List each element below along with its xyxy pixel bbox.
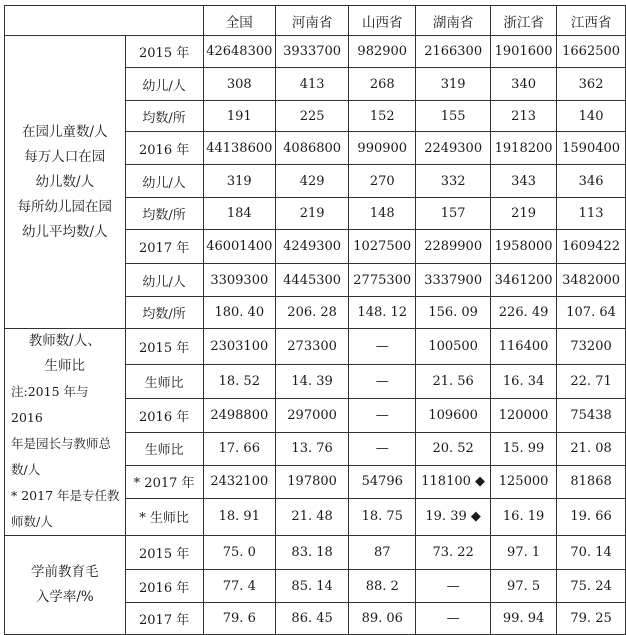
row-label-cell: 2016 年 <box>125 132 203 165</box>
value-cell: 107. 64 <box>557 297 626 329</box>
value-cell: 429 <box>275 165 348 198</box>
column-header: 湖南省 <box>416 6 491 36</box>
value-cell: 18. 75 <box>349 498 416 535</box>
value-cell: 308 <box>203 68 275 101</box>
row-label-cell: 2016 年 <box>125 570 203 603</box>
table-row <box>5 36 626 68</box>
row-label-cell: 2015 年 <box>125 329 203 365</box>
value-cell: 1901600 <box>491 36 557 68</box>
value-cell: 157 <box>416 198 491 230</box>
value-cell: 3337900 <box>416 264 491 297</box>
value-cell: 990900 <box>349 132 416 165</box>
row-label-cell: * 生师比 <box>125 498 203 535</box>
value-cell: 148. 12 <box>349 297 416 329</box>
value-cell: 83. 18 <box>275 536 348 570</box>
row-label-cell: 2016 年 <box>125 399 203 433</box>
value-cell: 42648300 <box>203 36 275 68</box>
value-cell: 21. 48 <box>275 498 348 535</box>
value-cell: 14. 39 <box>275 365 348 399</box>
group-note-line: 年是园长与教师总 <box>11 436 112 451</box>
table-row <box>5 329 626 365</box>
value-cell: 97. 5 <box>491 570 557 603</box>
value-cell: 88. 2 <box>349 570 416 603</box>
group-label-line: 教师数/人、 <box>28 333 101 349</box>
value-cell: 3482000 <box>557 264 626 297</box>
value-cell: 18. 91 <box>203 498 275 535</box>
value-cell: 116400 <box>491 329 557 365</box>
value-cell: 77. 4 <box>203 570 275 603</box>
group-label-cell <box>5 36 126 329</box>
group-label-line: 在园儿童数/人 <box>22 123 108 140</box>
row-label-cell: 幼儿/人 <box>125 165 203 198</box>
value-cell: 81868 <box>557 465 626 498</box>
column-header: 山西省 <box>349 6 416 36</box>
value-cell: 2775300 <box>349 264 416 297</box>
group-label-line: 每万人口在园 <box>24 148 106 165</box>
value-cell: 19. 39 ◆ <box>416 498 491 535</box>
value-cell: — <box>416 603 491 635</box>
value-cell: — <box>349 329 416 365</box>
value-cell: 54796 <box>349 465 416 498</box>
value-cell: 319 <box>416 68 491 101</box>
group-label-line: 生师比 <box>44 358 86 374</box>
value-cell: 75438 <box>557 399 626 433</box>
value-cell: 2166300 <box>416 36 491 68</box>
value-cell: 156. 09 <box>416 297 491 329</box>
value-cell: 140 <box>557 101 626 132</box>
value-cell: 180. 40 <box>203 297 275 329</box>
header-corner-cell <box>5 6 204 36</box>
group-label-line: 幼儿平均数/人 <box>22 223 108 240</box>
value-cell: 3933700 <box>275 36 348 68</box>
value-cell: 79. 6 <box>203 603 275 635</box>
value-cell: 219 <box>491 198 557 230</box>
value-cell: 17. 66 <box>203 433 275 466</box>
row-label-cell: 2015 年 <box>125 36 203 68</box>
value-cell: 219 <box>275 198 348 230</box>
value-cell: 89. 06 <box>349 603 416 635</box>
value-cell: — <box>416 570 491 603</box>
value-cell: 225 <box>275 101 348 132</box>
value-cell: 184 <box>203 198 275 230</box>
value-cell: 13. 76 <box>275 433 348 466</box>
value-cell: 22. 71 <box>557 365 626 399</box>
value-cell: 152 <box>349 101 416 132</box>
value-cell: 2498800 <box>203 399 275 433</box>
value-cell: 1958000 <box>491 230 557 264</box>
value-cell: 197800 <box>275 465 348 498</box>
value-cell: — <box>349 399 416 433</box>
group-label-line: 入学率/% <box>35 589 94 605</box>
value-cell: 155 <box>416 101 491 132</box>
group-label-cell <box>5 536 126 635</box>
value-cell: 413 <box>275 68 348 101</box>
value-cell: 273300 <box>275 329 348 365</box>
row-label-cell: 均数/所 <box>125 198 203 230</box>
value-cell: 21. 56 <box>416 365 491 399</box>
value-cell: 120000 <box>491 399 557 433</box>
value-cell: 982900 <box>349 36 416 68</box>
value-cell: 18. 52 <box>203 365 275 399</box>
value-cell: 19. 66 <box>557 498 626 535</box>
value-cell: 75. 24 <box>557 570 626 603</box>
value-cell: 1662500 <box>557 36 626 68</box>
statistics-table <box>4 5 626 635</box>
value-cell: 4445300 <box>275 264 348 297</box>
value-cell: 113 <box>557 198 626 230</box>
value-cell: 1590400 <box>557 132 626 165</box>
value-cell: 4249300 <box>275 230 348 264</box>
value-cell: 16. 34 <box>491 365 557 399</box>
value-cell: 1918200 <box>491 132 557 165</box>
column-header: 河南省 <box>275 6 348 36</box>
value-cell: 3461200 <box>491 264 557 297</box>
value-cell: 362 <box>557 68 626 101</box>
group-label-line: 幼儿数/人 <box>35 173 95 190</box>
value-cell: 75. 0 <box>203 536 275 570</box>
value-cell: 346 <box>557 165 626 198</box>
value-cell: 148 <box>349 198 416 230</box>
column-header: 江西省 <box>557 6 626 36</box>
value-cell: 21. 08 <box>557 433 626 466</box>
value-cell: 2432100 <box>203 465 275 498</box>
value-cell: 2289900 <box>416 230 491 264</box>
value-cell: 118100 ◆ <box>416 465 491 498</box>
value-cell: 86. 45 <box>275 603 348 635</box>
value-cell: 2249300 <box>416 132 491 165</box>
value-cell: 213 <box>491 101 557 132</box>
row-label-cell: * 2017 年 <box>125 465 203 498</box>
value-cell: 73200 <box>557 329 626 365</box>
value-cell: 191 <box>203 101 275 132</box>
value-cell: 332 <box>416 165 491 198</box>
group-note-line: 数/人 <box>11 462 41 477</box>
value-cell: 4086800 <box>275 132 348 165</box>
value-cell: 343 <box>491 165 557 198</box>
value-cell: 1609422 <box>557 230 626 264</box>
value-cell: 2303100 <box>203 329 275 365</box>
row-label-cell: 幼儿/人 <box>125 68 203 101</box>
value-cell: 206. 28 <box>275 297 348 329</box>
value-cell: 73. 22 <box>416 536 491 570</box>
value-cell: 87 <box>349 536 416 570</box>
value-cell: 319 <box>203 165 275 198</box>
group-note-line: 注:2015 年与 2016 <box>11 384 89 425</box>
value-cell: 79. 25 <box>557 603 626 635</box>
group-note-line: * 2017 年是专任教 <box>11 488 120 503</box>
row-label-cell: 幼儿/人 <box>125 264 203 297</box>
table-row <box>5 536 626 570</box>
value-cell: 270 <box>349 165 416 198</box>
value-cell: 99. 94 <box>491 603 557 635</box>
value-cell: — <box>349 433 416 466</box>
row-label-cell: 2015 年 <box>125 536 203 570</box>
value-cell: 125000 <box>491 465 557 498</box>
row-label-cell: 2017 年 <box>125 603 203 635</box>
row-label-cell: 2017 年 <box>125 230 203 264</box>
column-header: 浙江省 <box>491 6 557 36</box>
row-label-cell: 生师比 <box>125 433 203 466</box>
value-cell: 297000 <box>275 399 348 433</box>
value-cell: 226. 49 <box>491 297 557 329</box>
value-cell: 1027500 <box>349 230 416 264</box>
group-note-line: 师数/人 <box>11 514 53 529</box>
value-cell: 268 <box>349 68 416 101</box>
value-cell: 16. 19 <box>491 498 557 535</box>
row-label-cell: 均数/所 <box>125 297 203 329</box>
value-cell: 44138600 <box>203 132 275 165</box>
value-cell: 85. 14 <box>275 570 348 603</box>
value-cell: 3309300 <box>203 264 275 297</box>
column-header: 全国 <box>203 6 275 36</box>
header-row <box>5 6 626 36</box>
row-label-cell: 生师比 <box>125 365 203 399</box>
group-label-line: 学前教育毛 <box>31 564 99 580</box>
row-label-cell: 均数/所 <box>125 101 203 132</box>
value-cell: — <box>349 365 416 399</box>
group-label-line: 每所幼儿园在园 <box>17 198 113 215</box>
value-cell: 340 <box>491 68 557 101</box>
value-cell: 100500 <box>416 329 491 365</box>
value-cell: 46001400 <box>203 230 275 264</box>
group-label-cell <box>5 329 126 536</box>
value-cell: 20. 52 <box>416 433 491 466</box>
value-cell: 15. 99 <box>491 433 557 466</box>
value-cell: 97. 1 <box>491 536 557 570</box>
value-cell: 70. 14 <box>557 536 626 570</box>
value-cell: 109600 <box>416 399 491 433</box>
